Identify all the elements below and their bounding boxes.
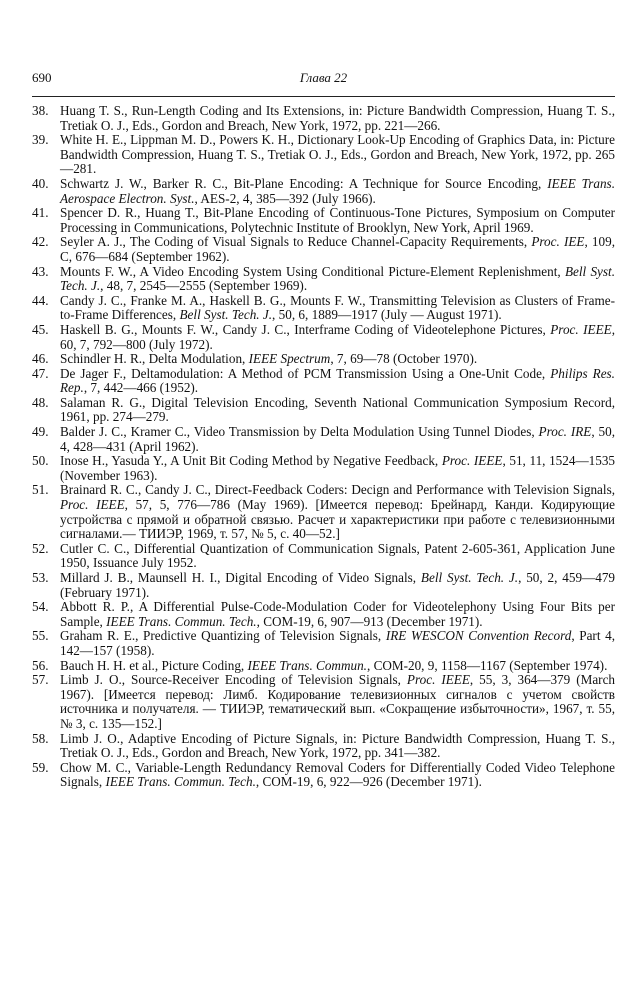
reference-text xyxy=(60,425,615,454)
reference-item xyxy=(32,235,615,264)
reference-item xyxy=(32,761,615,790)
reference-segment: Graham R. E., Predictive Quantizing of Television Signals, xyxy=(60,628,386,644)
reference-number: 52. xyxy=(32,540,49,556)
reference-segment: , 48, 7, 2545—2555 (September 1969). xyxy=(100,278,308,294)
reference-segment: , COM-19, 6, 907—913 (December 1971). xyxy=(256,613,483,629)
reference-text xyxy=(60,294,615,323)
reference-segment: , COM-19, 6, 922—926 (December 1971). xyxy=(255,774,482,790)
journal-title: IRE WESCON Convention Record xyxy=(385,628,572,644)
reference-segment: , 57, 5, 776—786 (May 1969). [Имеется перевод: Брейнард, Канди. Кодирующие устройства с прямой и обратной связью. Расчет и характеристики при работе с телевизионными сигналами.— ТИИЭР, 1969, т. 57, № 5, с. 40—52.] xyxy=(60,497,615,542)
journal-title: Philips Res. Rep. xyxy=(60,365,615,396)
journal-title: Proc. IEE xyxy=(531,234,585,250)
reference-text xyxy=(60,629,615,658)
reference-text xyxy=(60,454,615,483)
reference-item xyxy=(32,571,615,600)
reference-number: 51. xyxy=(32,482,49,498)
reference-segment: , 50, 4, 428—431 (April 1962). xyxy=(60,424,615,454)
page-number: 690 xyxy=(32,70,52,85)
reference-segment: , 51, 11, 1524—1535 (November 1963). xyxy=(60,453,616,483)
reference-segment: , 7, 442—466 (1952). xyxy=(83,380,199,396)
reference-segment: Candy J. C., Franke M. A., Haskell B. G., Mounts F. W., Transmitting Television as Clusters of Frame-to-Frame Differences, xyxy=(60,292,615,323)
reference-item xyxy=(32,104,615,133)
reference-segment: Balder J. C., Kramer C., Video Transmission by Delta Modulation Using Tunnel Diodes, xyxy=(60,424,539,440)
reference-text xyxy=(60,600,615,629)
reference-segment: , 109, C, 676—684 (September 1962). xyxy=(60,234,615,264)
reference-text xyxy=(60,133,615,177)
reference-number: 55. xyxy=(32,628,49,644)
reference-item xyxy=(32,673,615,731)
journal-title: IEEE Trans. Aerospace Electron. Syst. xyxy=(60,175,615,206)
reference-text xyxy=(60,571,615,600)
reference-segment: , COM-20, 9, 1158—1167 (September 1974). xyxy=(366,657,608,673)
reference-text xyxy=(60,323,615,352)
journal-title: IEEE Trans. Commun. xyxy=(247,657,367,673)
reference-segment: , 7, 69—78 (October 1970). xyxy=(330,351,478,367)
reference-number: 39. xyxy=(32,132,49,148)
reference-item xyxy=(32,367,615,396)
reference-list xyxy=(32,104,615,790)
reference-segment: Schindler H. R., Delta Modulation, xyxy=(60,351,249,367)
reference-segment: Abbott R. P., A Differential Pulse-Code-Modulation Coder for Videotelephony Using Four Bits per Sample, xyxy=(60,599,615,629)
reference-number: 49. xyxy=(32,424,49,440)
reference-number: 59. xyxy=(32,759,49,775)
reference-item xyxy=(32,659,615,674)
reference-item xyxy=(32,352,615,367)
reference-number: 50. xyxy=(32,453,49,469)
reference-number: 56. xyxy=(32,657,49,673)
reference-item xyxy=(32,265,615,294)
journal-title: IEEE Spectrum xyxy=(248,351,331,367)
reference-text xyxy=(60,352,615,367)
reference-item xyxy=(32,454,615,483)
reference-text xyxy=(60,206,615,235)
reference-item xyxy=(32,629,615,658)
reference-text xyxy=(60,265,615,294)
reference-number: 48. xyxy=(32,394,49,410)
reference-segment: Limb J. O., Source-Receiver Encoding of Television Signals, xyxy=(60,672,407,688)
reference-segment: Inose H., Yasuda Y., A Unit Bit Coding Method by Negative Feedback, xyxy=(60,453,442,469)
reference-segment: Cutler C. C., Differential Quantization of Communication Signals, Patent 2-605-361, Application June 1950, Issuance July 1952. xyxy=(60,540,615,571)
reference-text xyxy=(60,396,615,425)
reference-item xyxy=(32,600,615,629)
reference-segment: Huang T. S., Run-Length Coding and Its Extensions, in: Picture Bandwidth Compression, Huang T. S., Tretiak O. J., Eds., Gordon and Breach, New York, 1972, pp. 221—266. xyxy=(60,103,615,133)
reference-item xyxy=(32,732,615,761)
reference-segment: Chow M. C., Variable-Length Redundancy Removal Coders for Differentially Coded Video Telephone Signals, xyxy=(60,759,615,790)
reference-text xyxy=(60,542,615,571)
reference-segment: White H. E., Lippman M. D., Powers K. H., Dictionary Look-Up Encoding of Graphics Data, in: Picture Bandwidth Compression, Huang T. S., Tretiak O. J., Eds., Gordon and Breach, New York, 1972, pp. 265—281. xyxy=(60,132,615,177)
reference-number: 54. xyxy=(32,599,49,615)
reference-segment: , 60, 7, 792—800 (July 1972). xyxy=(60,321,615,352)
reference-item xyxy=(32,483,615,541)
reference-segment: Mounts F. W., A Video Encoding System Using Conditional Picture-Element Replenishment, xyxy=(60,263,565,279)
journal-title: Proc. IEEE xyxy=(550,321,612,337)
reference-segment: Schwartz J. W., Barker R. C., Bit-Plane Encoding: A Technique for Source Encoding, xyxy=(60,175,548,191)
reference-text xyxy=(60,104,615,133)
reference-segment: Haskell B. G., Mounts F. W., Candy J. C., Interframe Coding of Videotelephone Pictures, xyxy=(60,321,551,337)
reference-segment: Brainard R. C., Candy J. C., Direct-Feedback Coders: Decign and Performance with Television Signals, xyxy=(60,482,615,498)
reference-item xyxy=(32,177,615,206)
journal-title: IEEE Trans. Commun. Tech. xyxy=(105,774,256,790)
reference-text xyxy=(60,235,615,264)
reference-segment: Bauch H. H. et al., Picture Coding, xyxy=(60,657,248,673)
reference-number: 57. xyxy=(32,672,49,688)
reference-text xyxy=(60,659,615,674)
reference-number: 45. xyxy=(32,321,49,337)
reference-text xyxy=(60,177,615,206)
journal-title: Bell Syst. Tech. J. xyxy=(420,570,519,585)
reference-segment: , Part 4, 142—157 (1958). xyxy=(60,628,615,658)
reference-number: 46. xyxy=(32,351,49,367)
reference-segment: , 55, 3, 364—379 (March 1967). [Имеется перевод: Лимб. Кодирование телевизионных сигналов с учетом свойств источника и получателя. — ТИИЭР, тематический вып. «Сокращение избыточности», 1967, т. 55, № 3, с. 135—152.] xyxy=(60,672,616,731)
journal-title: Proc. IRE xyxy=(538,424,592,440)
reference-item xyxy=(32,542,615,571)
reference-segment: Seyler A. J., The Coding of Visual Signals to Reduce Channel-Capacity Requirements, xyxy=(60,234,532,250)
reference-segment: Limb J. O., Adaptive Encoding of Picture Signals, in: Picture Bandwidth Compression, Huang T. S., Tretiak O. J., Eds., Gordon and Breach, New York, 1972, pp. 341—382. xyxy=(60,730,615,761)
reference-segment: Spencer D. R., Huang T., Bit-Plane Encoding of Continuous-Tone Pictures, Symposium on Computer Processing in Communications, Polytechnic Institute of Brooklyn, New York, April 1969. xyxy=(60,205,615,235)
reference-number: 41. xyxy=(32,205,49,221)
reference-number: 53. xyxy=(32,570,49,585)
journal-title: Proc. IEEE xyxy=(406,672,470,688)
reference-item xyxy=(32,206,615,235)
reference-segment: , 50, 2, 459—479 (February 1971). xyxy=(60,570,616,600)
reference-text xyxy=(60,761,615,790)
reference-number: 44. xyxy=(32,292,49,308)
reference-segment: Salaman R. G., Digital Television Encoding, Seventh National Communication Symposium Record, 1961, pp. 274—279. xyxy=(60,394,615,425)
reference-number: 43. xyxy=(32,263,49,279)
reference-item xyxy=(32,294,615,323)
journal-title: Bell Syst. Tech. J. xyxy=(179,307,273,323)
reference-text xyxy=(60,732,615,761)
chapter-title: Глава 22 xyxy=(299,70,348,85)
journal-title: Proc. IEEE xyxy=(441,453,503,469)
journal-title: Proc. IEEE xyxy=(60,497,125,513)
reference-number: 38. xyxy=(32,103,49,118)
header-rule xyxy=(32,96,615,97)
reference-number: 47. xyxy=(32,365,49,381)
reference-text xyxy=(60,673,615,731)
reference-segment: De Jager F., Deltamodulation: A Method of PCM Transmission Using a One-Unit Code, xyxy=(60,365,551,381)
journal-title: Bell Syst. Tech. J. xyxy=(60,263,615,294)
journal-title: IEEE Trans. Commun. Tech. xyxy=(106,613,257,629)
reference-text xyxy=(60,367,615,396)
reference-segment: , AES-2, 4, 385—392 (July 1966). xyxy=(194,190,376,206)
reference-item xyxy=(32,323,615,352)
reference-segment: Millard J. B., Maunsell H. I., Digital Encoding of Video Signals, xyxy=(60,570,421,585)
reference-segment: , 50, 6, 1889—1917 (July — August 1971). xyxy=(272,307,502,323)
reference-number: 58. xyxy=(32,730,49,746)
reference-number: 42. xyxy=(32,234,49,250)
page-header xyxy=(32,70,615,86)
reference-text xyxy=(60,483,615,541)
reference-item xyxy=(32,425,615,454)
reference-item xyxy=(32,133,615,177)
reference-number: 40. xyxy=(32,175,49,191)
reference-item xyxy=(32,396,615,425)
